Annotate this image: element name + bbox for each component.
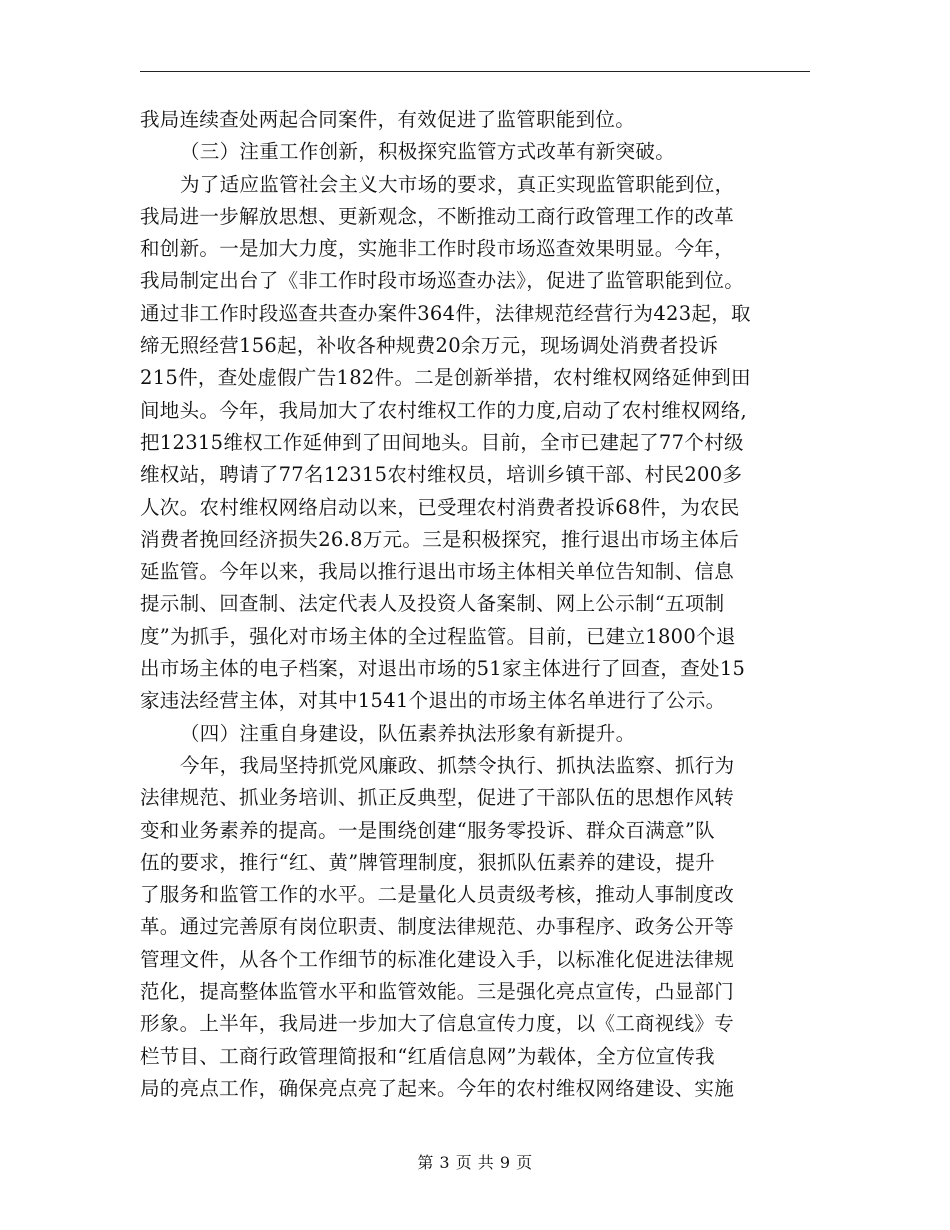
text-line: 了服务和监管工作的水平。二是量化人员责级考核，推动人事制度改	[140, 883, 735, 907]
document-body	[140, 104, 820, 1105]
text-line: 维权站，聘请了77名12315农村维权员，培训乡镇干部、村民200多	[140, 463, 743, 487]
paragraph-first-line: 今年，我局坚持抓党风廉政、抓禁令执行、抓执法监察、抓行为	[180, 753, 735, 777]
text-line: 我局连续查处两起合同案件，有效促进了监管职能到位。	[140, 108, 636, 131]
text-line: 提示制、回查制、法定代表人及投资人备案制、网上公示制“五项制	[140, 592, 725, 616]
text-line: 把12315维权工作延伸到了田间地头。目前，全市已建起了77个村级	[140, 430, 744, 454]
header-rule	[140, 71, 810, 72]
text-line: 家违法经营主体，对其中1541个退出的市场主体名单进行了公示。	[140, 689, 726, 713]
text-line: 度”为抓手，强化对市场主体的全过程监管。目前，已建立1800个退	[140, 624, 736, 648]
text-line: 出市场主体的电子档案，对退出市场的51家主体进行了回查，查处15	[140, 657, 746, 681]
text-line: 我局制定出台了《非工作时段市场巡查办法》，促进了监管职能到位。	[140, 269, 745, 293]
paragraph-first-line: 为了适应监管社会主义大市场的要求，真正实现监管职能到位，	[180, 172, 735, 196]
text-line: 人次。农村维权网络启动以来，已受理农村消费者投诉68件，为农民	[140, 495, 740, 519]
text-line: 缔无照经营156起，补收各种规费20余万元，现场调处消费者投诉	[140, 334, 719, 358]
text-line: 延监管。今年以来，我局以推行退出市场主体相关单位告知制、信息	[140, 560, 735, 584]
text-line: 形象。上半年，我局进一步加大了信息宣传力度，以《工商视线》专	[140, 1012, 735, 1036]
text-line: 革。通过完善原有岗位职责、制度法律规范、办事程序、政务公开等	[140, 915, 735, 939]
text-line: 法律规范、抓业务培训、抓正反典型，促进了干部队伍的思想作风转	[140, 786, 735, 810]
text-line: 和创新。一是加大力度，实施非工作时段市场巡查效果明显。今年，	[140, 237, 735, 261]
text-line: 间地头。今年，我局加大了农村维权工作的力度,启动了农村维权网络,	[140, 398, 747, 422]
text-line: 215件，查处虚假广告182件。二是创新举措，农村维权网络延伸到田	[140, 366, 751, 390]
text-line: 变和业务素养的提高。一是围绕创建“服务零投诉、群众百满意”队	[140, 818, 715, 842]
text-line: 伍的要求，推行“红、黄”牌管理制度，狠抓队伍素养的建设，提升	[140, 850, 715, 874]
text-line: 范化，提高整体监管水平和监管效能。三是强化亮点宣传，凸显部门	[140, 980, 735, 1004]
text-line: 局的亮点工作，确保亮点亮了起来。今年的农村维权网络建设、实施	[140, 1076, 735, 1100]
text-line: 我局进一步解放思想、更新观念，不断推动工商行政管理工作的改革	[140, 204, 735, 228]
page-footer: 第 3 页 共 9 页	[417, 1153, 533, 1172]
text-line: 消费者挽回经济损失26.8万元。三是积极探究，推行退出市场主体后	[140, 527, 740, 551]
text-line: 管理文件，从各个工作细节的标准化建设入手，以标准化促进法律规	[140, 947, 735, 971]
section-heading: （三）注重工作创新，积极探究监管方式改革有新突破。	[180, 140, 676, 164]
text-line: 通过非工作时段巡查共查办案件364件，法律规范经营行为423起，取	[140, 301, 751, 325]
text-line: 栏节目、工商行政管理简报和“红盾信息网”为载体，全方位宣传我	[140, 1044, 715, 1068]
section-heading: （四）注重自身建设，队伍素养执法形象有新提升。	[180, 721, 636, 745]
